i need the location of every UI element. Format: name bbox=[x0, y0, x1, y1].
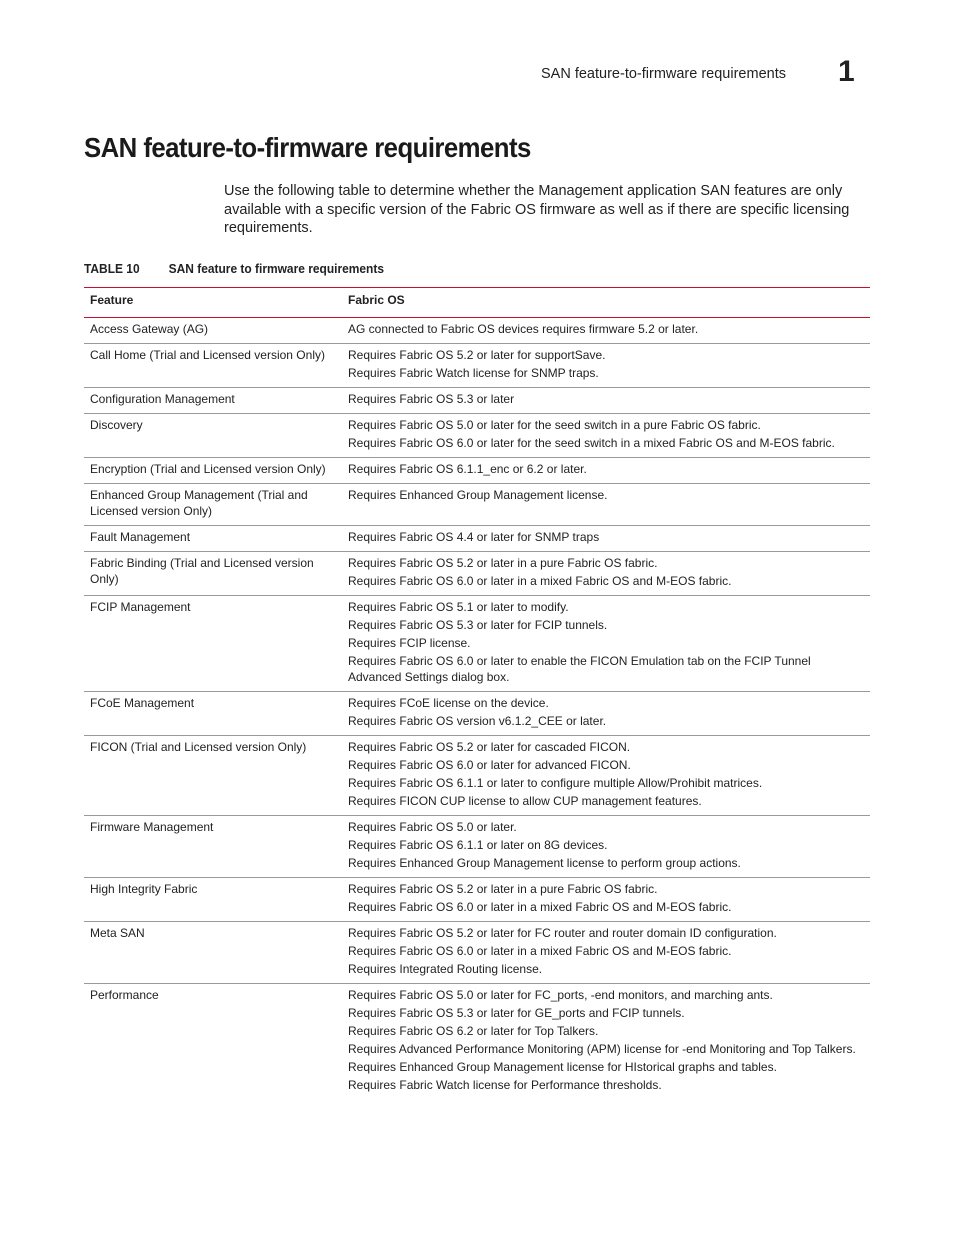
feature-cell: Configuration Management bbox=[84, 388, 342, 414]
requirement-line: Requires Fabric OS 6.0 or later in a mixed Fabric OS and M-EOS fabric. bbox=[348, 574, 732, 588]
feature-cell: Meta SAN bbox=[84, 922, 342, 984]
requirement-line: AG connected to Fabric OS devices requires firmware 5.2 or later. bbox=[348, 322, 699, 336]
feature-cell: Encryption (Trial and Licensed version Only) bbox=[84, 458, 342, 484]
requirement-line: Requires Fabric Watch license for SNMP traps. bbox=[348, 366, 599, 380]
table-row bbox=[84, 736, 870, 816]
chapter-number: 1 bbox=[838, 55, 855, 88]
requirement-line: Requires Integrated Routing license. bbox=[348, 962, 543, 976]
column-header-feature: Feature bbox=[84, 288, 342, 318]
table-caption bbox=[84, 261, 384, 276]
table-row bbox=[84, 318, 870, 344]
fabric-os-cell bbox=[342, 878, 870, 922]
table-row bbox=[84, 388, 870, 414]
requirement-line: Requires Enhanced Group Management license to perform group actions. bbox=[348, 856, 741, 870]
fabric-os-cell bbox=[342, 596, 870, 692]
table-body bbox=[84, 318, 870, 1100]
requirement-line: Requires Fabric OS version v6.1.2_CEE or later. bbox=[348, 714, 607, 728]
requirement-line: Requires Advanced Performance Monitoring (APM) license for -end Monitoring and Top Talkers. bbox=[348, 1042, 856, 1056]
requirement-line: Requires Fabric OS 6.0 or later in a mixed Fabric OS and M-EOS fabric. bbox=[348, 900, 732, 914]
table-row bbox=[84, 596, 870, 692]
table-header-row bbox=[84, 288, 870, 318]
table-caption-number: TABLE 10 bbox=[84, 261, 140, 276]
table-row bbox=[84, 526, 870, 552]
feature-cell: Discovery bbox=[84, 414, 342, 458]
fabric-os-cell bbox=[342, 458, 870, 484]
table-caption-title: SAN feature to firmware requirements bbox=[168, 261, 384, 276]
requirement-line: Requires Fabric OS 5.2 or later for cascaded FICON. bbox=[348, 740, 631, 754]
table-row bbox=[84, 344, 870, 388]
fabric-os-cell bbox=[342, 984, 870, 1100]
running-header-title: SAN feature-to-firmware requirements bbox=[541, 66, 786, 82]
requirement-line: Requires Fabric OS 5.2 or later in a pure Fabric OS fabric. bbox=[348, 556, 658, 570]
requirements-table bbox=[84, 287, 870, 1099]
fabric-os-cell bbox=[342, 816, 870, 878]
requirement-line: Requires Fabric OS 5.0 or later for the seed switch in a pure Fabric OS fabric. bbox=[348, 418, 761, 432]
requirement-line: Requires Fabric OS 5.3 or later bbox=[348, 392, 515, 406]
feature-cell: Fabric Binding (Trial and Licensed version Only) bbox=[84, 552, 342, 596]
feature-cell: FCoE Management bbox=[84, 692, 342, 736]
requirement-line: Requires Fabric OS 6.0 or later for the seed switch in a mixed Fabric OS and M-EOS fabric. bbox=[348, 436, 835, 450]
requirement-line: Requires Fabric OS 5.1 or later to modify. bbox=[348, 600, 569, 614]
feature-cell: FICON (Trial and Licensed version Only) bbox=[84, 736, 342, 816]
requirement-line: Requires Fabric OS 6.2 or later for Top Talkers. bbox=[348, 1024, 599, 1038]
table-row bbox=[84, 692, 870, 736]
table-row bbox=[84, 922, 870, 984]
fabric-os-cell bbox=[342, 526, 870, 552]
fabric-os-cell bbox=[342, 388, 870, 414]
requirement-line: Requires Fabric OS 6.0 or later for advanced FICON. bbox=[348, 758, 631, 772]
requirement-line: Requires Fabric OS 6.1.1 or later on 8G devices. bbox=[348, 838, 608, 852]
table-row bbox=[84, 878, 870, 922]
requirement-line: Requires Fabric OS 6.1.1 or later to configure multiple Allow/Prohibit matrices. bbox=[348, 776, 763, 790]
feature-cell: FCIP Management bbox=[84, 596, 342, 692]
requirement-line: Requires Fabric OS 6.0 or later to enable the FICON Emulation tab on the FCIP Tunnel Advanced Settings dialog box. bbox=[348, 654, 811, 684]
requirement-line: Requires Fabric OS 5.2 or later in a pure Fabric OS fabric. bbox=[348, 882, 658, 896]
requirement-line: Requires Fabric OS 5.0 or later. bbox=[348, 820, 517, 834]
fabric-os-cell bbox=[342, 484, 870, 526]
table-row bbox=[84, 816, 870, 878]
feature-cell: Performance bbox=[90, 988, 159, 1002]
table-row bbox=[84, 458, 870, 484]
table-row bbox=[84, 414, 870, 458]
feature-cell: Enhanced Group Management (Trial and Licensed version Only) bbox=[84, 484, 342, 526]
requirement-line: Requires Fabric OS 5.3 or later for GE_ports and FCIP tunnels. bbox=[348, 1006, 685, 1020]
requirement-line: Requires Fabric OS 4.4 or later for SNMP traps bbox=[348, 530, 600, 544]
requirement-line: Requires Enhanced Group Management license. bbox=[348, 488, 608, 502]
table-row bbox=[84, 552, 870, 596]
fabric-os-cell bbox=[342, 318, 870, 344]
requirement-line: Requires Fabric Watch license for Performance thresholds. bbox=[348, 1078, 662, 1092]
page-title: SAN feature-to-firmware requirements bbox=[84, 132, 531, 163]
fabric-os-cell bbox=[342, 736, 870, 816]
requirement-line: Requires Fabric OS 5.2 or later for FC router and router domain ID configuration. bbox=[348, 926, 777, 940]
requirement-line: Requires Fabric OS 6.0 or later in a mixed Fabric OS and M-EOS fabric. bbox=[348, 944, 732, 958]
feature-cell: Call Home (Trial and Licensed version Only) bbox=[84, 344, 342, 388]
fabric-os-cell bbox=[342, 692, 870, 736]
requirement-line: Requires Fabric OS 5.3 or later for FCIP tunnels. bbox=[348, 618, 608, 632]
requirement-line: Requires Enhanced Group Management license for HIstorical graphs and tables. bbox=[348, 1060, 777, 1074]
fabric-os-cell bbox=[342, 414, 870, 458]
fabric-os-cell bbox=[342, 552, 870, 596]
requirement-line: Requires Fabric OS 6.1.1_enc or 6.2 or later. bbox=[348, 462, 587, 476]
feature-cell: Fault Management bbox=[84, 526, 342, 552]
requirement-line: Requires FCoE license on the device. bbox=[348, 696, 549, 710]
intro-paragraph: Use the following table to determine whether the Management application SAN features are only available with a specific version of the Fabric OS firmware as well as if there are specific licensing requirements. bbox=[224, 183, 850, 236]
fabric-os-cell bbox=[342, 922, 870, 984]
table-row bbox=[84, 984, 870, 1100]
requirement-line: Requires FICON CUP license to allow CUP management features. bbox=[348, 794, 702, 808]
requirement-line: Requires Fabric OS 5.0 or later for FC_ports, -end monitors, and marching ants. bbox=[348, 988, 773, 1002]
feature-cell: High Integrity Fabric bbox=[84, 878, 342, 922]
fabric-os-cell bbox=[342, 344, 870, 388]
feature-cell: Firmware Management bbox=[84, 816, 342, 878]
column-header-fabric-os: Fabric OS bbox=[342, 288, 870, 318]
requirement-line: Requires FCIP license. bbox=[348, 636, 471, 650]
table-row bbox=[84, 484, 870, 526]
requirement-line: Requires Fabric OS 5.2 or later for supportSave. bbox=[348, 348, 606, 362]
feature-cell: Access Gateway (AG) bbox=[84, 318, 342, 344]
